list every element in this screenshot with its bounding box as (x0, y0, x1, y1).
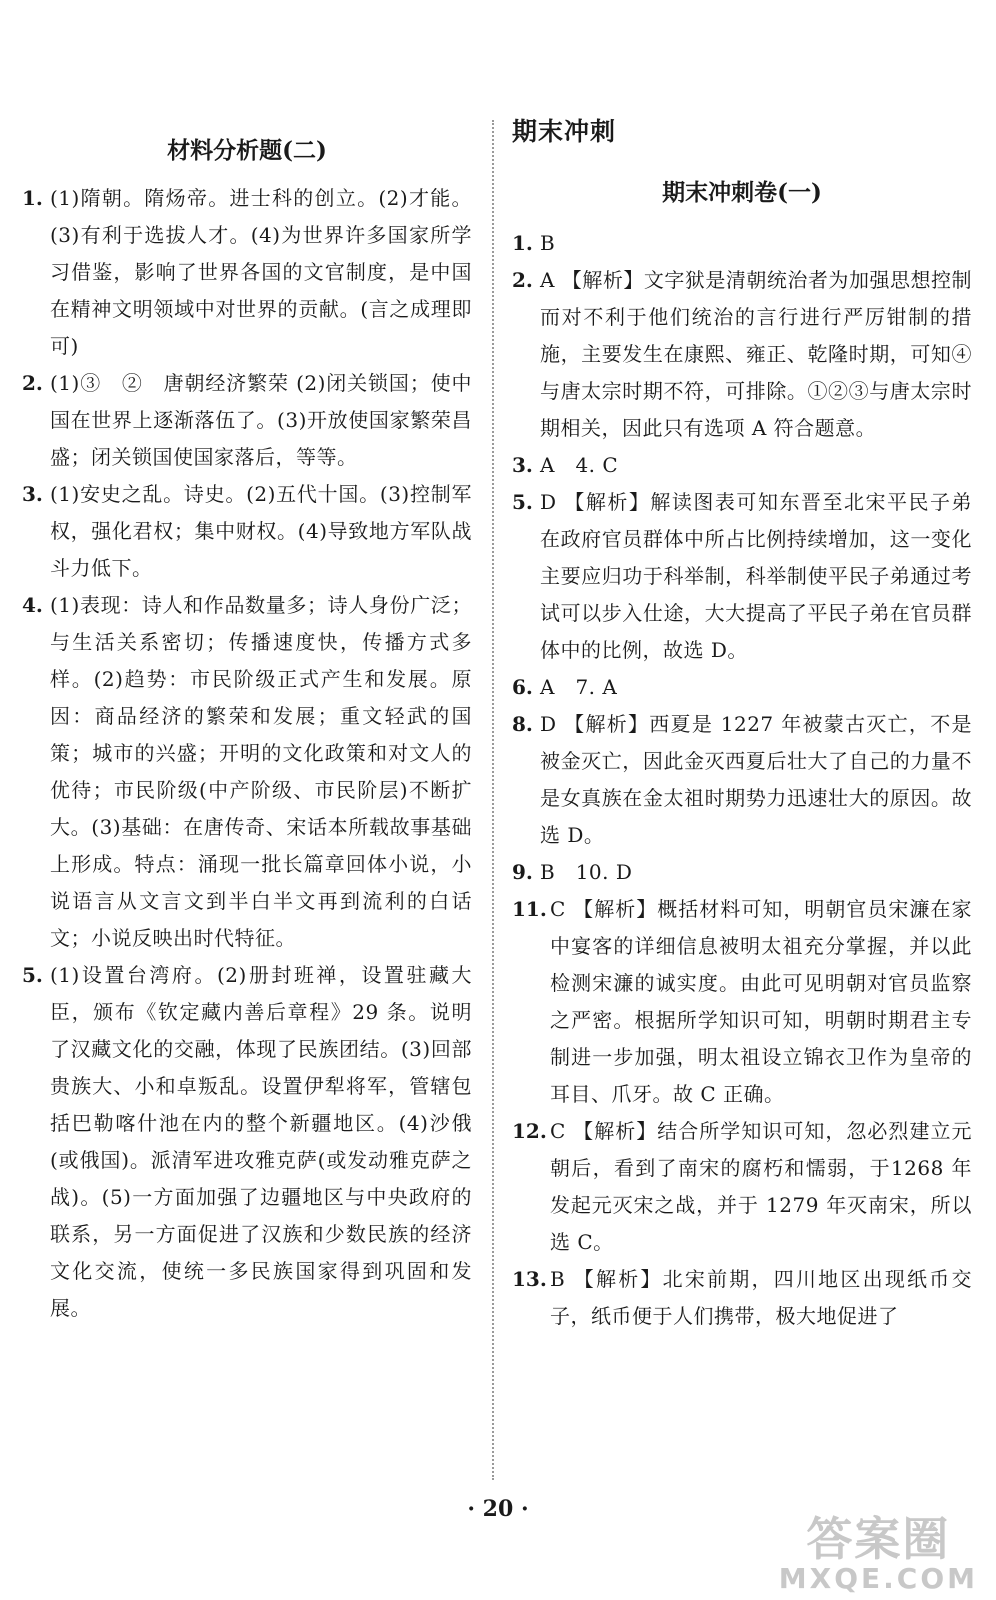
answer-item (22, 365, 472, 476)
answer-text: (1)安史之乱。诗史。(2)五代十国。(3)控制军权，强化君权；集中财权。(4)导致地方军队战斗力低下。 (50, 482, 472, 580)
answer-text: C 【解析】概括材料可知，明朝官员宋濂在家中宴客的详细信息被明太祖充分掌握，并以此检测宋濂的诚实度。由此可见明朝对官员监察之严密。根据所学知识可知，明朝时期君主专制进一步加强，明太祖设立锦衣卫作为皇帝的耳目、爪牙。故 C 正确。 (550, 897, 972, 1106)
answer-text: A 4. C (540, 453, 619, 477)
answer-number: 2. (512, 268, 533, 292)
column-divider (492, 120, 494, 1480)
watermark-sub: MXQE.COM (778, 1562, 978, 1595)
answer-text: (1)表现：诗人和作品数量多；诗人身份广泛；与生活关系密切；传播速度快，传播方式多样。(2)趋势：市民阶级正式产生和发展。原因：商品经济的繁荣和发展；重文轻武的国策；城市的兴盛；开明的文化政策和对文人的优待；市民阶级(中产阶级、市民阶层)不断扩大。(3)基础：在唐传奇、宋话本所载故事基础上形成。特点：涌现一批长篇章回体小说，小说语言从文言文到半白半文再到流利的白话文；小说反映出时代特征。 (50, 593, 472, 950)
answer-number: 5. (512, 490, 533, 514)
page-number: · 20 · (467, 1496, 529, 1522)
answer-item (22, 180, 472, 365)
answer-item (512, 706, 972, 854)
answer-text: C 【解析】结合所学知识可知，忽必烈建立元朝后，看到了南宋的腐朽和懦弱，于1268 年发起元灭宋之战，并于 1279 年灭南宋，所以选 C。 (550, 1119, 972, 1254)
answer-text: A 【解析】文字狱是清朝统治者为加强思想控制而对不利于他们统治的言行进行严厉钳制的措施，主要发生在康熙、雍正、乾隆时期，可知④与唐太宗时期不符，可排除。①②③与唐太宗时期相关，因此只有选项 A 符合题意。 (540, 268, 972, 440)
answer-number: 11. (512, 897, 547, 921)
answer-text: (1)隋朝。隋炀帝。进士科的创立。(2)才能。(3)有利于选拔人才。(4)为世界许多国家所学习借鉴，影响了世界各国的文官制度，是中国在精神文明领域中对世界的贡献。(言之成理即可) (50, 186, 472, 358)
answer-number: 1. (512, 231, 533, 255)
left-section-title: 材料分析题(二) (167, 137, 327, 164)
answer-text: (1)设置台湾府。(2)册封班禅，设置驻藏大臣，颁布《钦定藏内善后章程》29 条。说明了汉藏文化的交融，体现了民族团结。(3)回部贵族大、小和卓叛乱。设置伊犁将军，管辖包括巴勒喀什池在内的整个新疆地区。(4)沙俄(或俄国)。派清军进攻雅克萨(或发动雅克萨之战)。(5)一方面加强了边疆地区与中央政府的联系，另一方面促进了汉族和少数民族的经济文化交流，使统一多民族国家得到巩固和发展。 (50, 963, 472, 1320)
answer-number: 5. (22, 963, 43, 987)
answer-item (512, 1261, 972, 1335)
answer-number: 6. (512, 675, 533, 699)
answer-text: A 7. A (540, 675, 618, 699)
answer-item (22, 587, 472, 957)
answer-number: 1. (22, 186, 43, 210)
watermark-logo (779, 1514, 978, 1594)
answer-text: B 10. D (540, 860, 633, 884)
answer-item (512, 891, 972, 1113)
answer-item (512, 225, 972, 262)
left-answer-list (22, 180, 472, 1327)
answer-text: (1)③ ② 唐朝经济繁荣 (2)闭关锁国；使中国在世界上逐渐落伍了。(3)开放使国家繁荣昌盛；闭关锁国使国家落后，等等。 (50, 371, 472, 469)
answer-item (512, 854, 972, 891)
answer-number: 2. (22, 371, 43, 395)
answer-item (512, 447, 972, 484)
section-heading: 期末冲刺 (512, 117, 617, 146)
answer-item (512, 484, 972, 669)
answer-number: 3. (512, 453, 533, 477)
right-section-title: 期末冲刺卷(一) (662, 179, 822, 206)
answer-number: 3. (22, 482, 43, 506)
answer-number: 13. (512, 1267, 547, 1291)
answer-item (512, 669, 972, 706)
answer-item (22, 957, 472, 1327)
watermark-main: 答案圈 (806, 1512, 951, 1566)
answer-number: 9. (512, 860, 533, 884)
answer-item (512, 262, 972, 447)
answer-item (512, 1113, 972, 1261)
answer-item (22, 476, 472, 587)
answer-text: D 【解析】解读图表可知东晋至北宋平民子弟在政府官员群体中所占比例持续增加，这一变化主要应归功于科举制，科举制使平民子弟通过考试可以步入仕途，大大提高了平民子弟在官员群体中的比例，故选 D。 (540, 490, 972, 662)
answer-number: 12. (512, 1119, 547, 1143)
answer-number: 8. (512, 712, 533, 736)
answer-text: D 【解析】西夏是 1227 年被蒙古灭亡，不是被金灭亡，因此金灭西夏后壮大了自己的力量不是女真族在金太祖时期势力迅速壮大的原因。故选 D。 (540, 712, 972, 847)
answer-text: B (540, 231, 556, 255)
answer-number: 4. (22, 593, 43, 617)
right-answer-list (512, 225, 972, 1335)
answer-text: B 【解析】北宋前期，四川地区出现纸币交子，纸币便于人们携带，极大地促进了 (550, 1267, 972, 1328)
